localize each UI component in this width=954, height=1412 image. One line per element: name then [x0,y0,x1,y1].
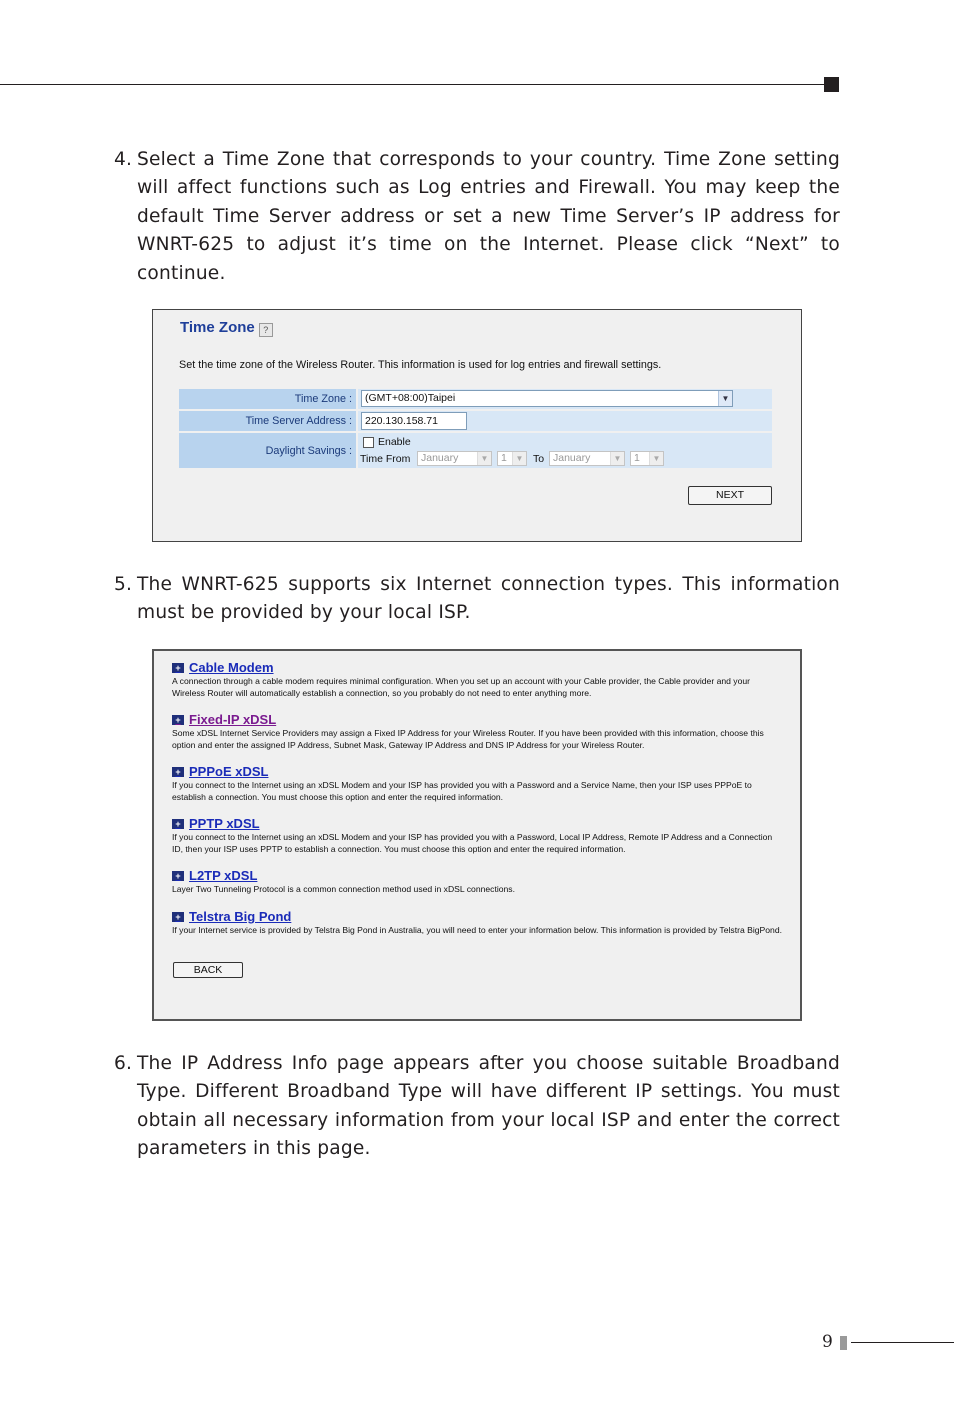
chevron-down-icon: ▼ [512,452,526,465]
expand-icon: + [172,767,184,777]
time-zone-description: Set the time zone of the Wireless Router. This information is used for log entries and firewall settings. [179,359,662,371]
connection-description: If you connect to the Internet using an xDSL Modem and your ISP has provided you with a Password and a Service Name, then your ISP uses PPPoE to establish a connection. You must choose this option and enter the required information. [172,780,752,802]
to-month-select[interactable]: January ▼ [549,451,625,466]
l2tp-xdsl-link[interactable]: + L2TP xDSL [172,868,782,883]
fixed-ip-xdsl-link[interactable]: + Fixed-IP xDSL [172,712,782,727]
connection-option-cable-modem [172,660,782,699]
connection-description: Some xDSL Internet Service Providers may assign a Fixed IP Address for your Wireless Router. If you have been provided with this information, choose this option and enter the assigned IP Address, Subnet Mask, Gateway IP Address and DNS IP Address for your Wireless Router. [172,728,764,750]
pptp-xdsl-link[interactable]: + PPTP xDSL [172,816,782,831]
connection-option-l2tp [172,868,782,896]
time-server-row [179,411,772,431]
time-zone-row [179,389,772,409]
footer-square-mark [840,1336,847,1350]
daylight-savings-label: Daylight Savings : [179,433,356,468]
time-zone-title: Time Zone ? [180,319,273,337]
step-text: The WNRT-625 supports six Internet connection types. This information must be provided by your local ISP. [137,574,840,624]
time-zone-screenshot [152,309,802,542]
pppoe-xdsl-link[interactable]: + PPPoE xDSL [172,764,782,779]
from-month-select[interactable]: January ▼ [417,451,492,466]
time-server-input[interactable]: 220.130.158.71 [361,412,467,430]
from-day-select[interactable]: 1 ▼ [497,451,527,466]
cable-modem-link[interactable]: + Cable Modem [172,660,782,675]
chevron-down-icon: ▼ [718,391,732,406]
step-number: 5. [114,574,133,595]
connection-description: Layer Two Tunneling Protocol is a common connection method used in xDSL connections. [172,884,515,894]
enable-checkbox[interactable]: Enable [363,436,411,448]
page-number: 9 [822,1332,833,1352]
step-6 [114,1050,840,1164]
connection-type-screenshot [152,649,802,1021]
header-square-mark [824,77,839,92]
step-number: 4. [114,149,133,170]
time-server-label: Time Server Address : [179,411,356,431]
connection-option-telstra [172,909,782,937]
expand-icon: + [172,819,184,829]
connection-option-pptp [172,816,782,855]
connection-description: A connection through a cable modem requires minimal configuration. When you set up an account with your Cable provider, the Cable provider and your Wireless Router will automatically establish a connection, so you probably do not need to enter anything more. [172,676,751,698]
connection-option-fixed-ip [172,712,782,751]
checkbox-box [363,437,374,448]
expand-icon: + [172,912,184,922]
step-text: Select a Time Zone that corresponds to your country. Time Zone setting will affect functions such as Log entries and Firewall. You may keep the default Time Server address or set a new Time Server’s IP address for WNRT-625 to adjust it’s time on the Internet. Please click “Next” to continue. [137,149,840,284]
daylight-savings-row [179,433,772,468]
help-icon[interactable]: ? [259,323,273,337]
step-5 [114,571,840,628]
chevron-down-icon: ▼ [610,452,624,465]
chevron-down-icon: ▼ [477,452,491,465]
time-zone-select[interactable]: (GMT+08:00)Taipei ▼ [361,390,733,407]
chevron-down-icon: ▼ [649,452,663,465]
telstra-big-pond-link[interactable]: + Telstra Big Pond [172,909,782,924]
time-zone-label: Time Zone : [179,389,356,409]
step-number: 6. [114,1053,133,1074]
time-zone-form [179,389,772,470]
expand-icon: + [172,663,184,673]
step-4 [114,146,840,288]
header-rule [0,84,826,85]
time-from-label: Time From [360,453,411,465]
connection-description: If your Internet service is provided by Telstra Big Pond in Australia, you will need to enter your information below. This information is provided by Telstra BigPond. [172,925,782,935]
connection-option-pppoe [172,764,782,803]
to-label: To [533,453,545,465]
expand-icon: + [172,871,184,881]
back-button[interactable]: BACK [173,962,243,978]
to-day-select[interactable]: 1 ▼ [630,451,664,466]
connection-description: If you connect to the Internet using an xDSL Modem and your ISP has provided you with a Password, Local IP Address, Remote IP Address and a Connection ID, then your ISP uses PPTP to establish a connection. You must choose this option and enter the required information. [172,832,773,854]
next-button[interactable]: NEXT [688,486,772,505]
expand-icon: + [172,715,184,725]
step-text: The IP Address Info page appears after you choose suitable Broadband Type. Different Broadband Type will have different IP settings. You must obtain all necessary information from your local ISP and enter the correct parameters in this page. [137,1053,840,1160]
footer-rule [851,1342,954,1343]
